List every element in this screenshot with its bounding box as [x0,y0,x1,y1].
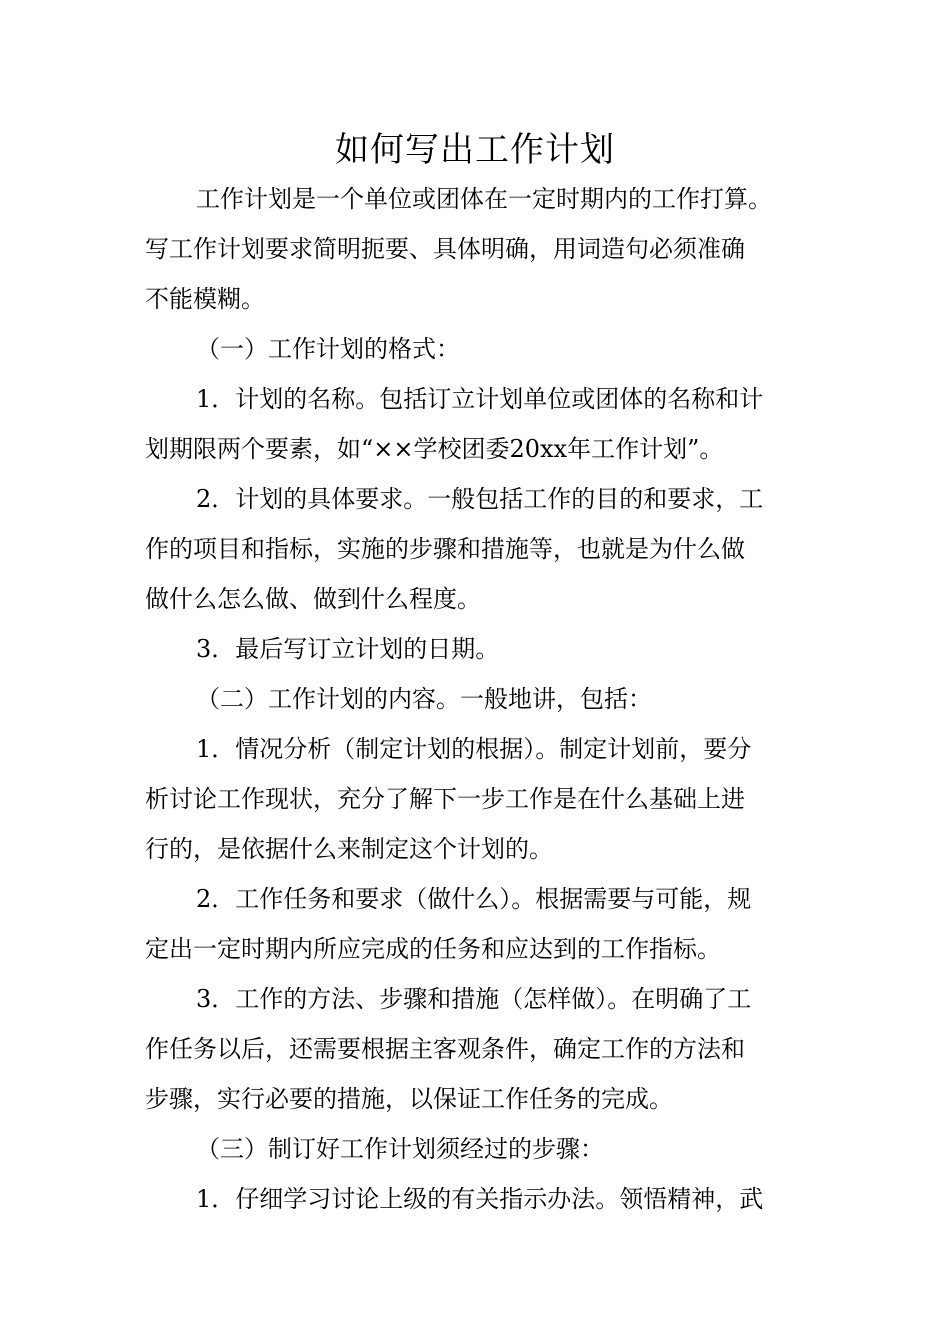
text-line: 行的，是依据什么来制定这个计划的。 [145,835,553,863]
text-line: 2．计划的具体要求。一般包括工作的目的和要求，工 [196,485,764,513]
text-line: 做什么怎么做、做到什么程度。 [145,585,481,613]
text-line: 作任务以后，还需要根据主客观条件，确定工作的方法和 [145,1035,745,1063]
text-line: 工作计划是一个单位或团体在一定时期内的工作打算。 [196,185,772,213]
text-line: 3．最后写订立计划的日期。 [196,635,500,663]
text-line: 2．工作任务和要求（做什么）。根据需要与可能，规 [196,885,752,913]
text-line: 1．仔细学习讨论上级的有关指示办法。领悟精神，武 [196,1185,764,1213]
text-line: 析讨论工作现状，充分了解下一步工作是在什么基础上进 [145,785,745,813]
text-line: 不能模糊。 [145,285,265,313]
text-line: 3．工作的方法、步骤和措施（怎样做）。在明确了工 [196,985,752,1013]
section-heading: （一）工作计划的格式： [196,335,460,363]
section-heading: （二）工作计划的内容。一般地讲，包括： [196,685,652,713]
text-line: 1．计划的名称。包括订立计划单位或团体的名称和计 [196,385,764,413]
text-line: 写工作计划要求简明扼要、具体明确，用词造句必须准确 [145,235,745,263]
text-line: 定出一定时期内所应完成的任务和应达到的工作指标。 [145,935,721,963]
section-heading: （三）制订好工作计划须经过的步骤： [196,1135,604,1163]
text-line: 作的项目和指标，实施的步骤和措施等，也就是为什么做 [145,535,745,563]
text-line: 1．情况分析（制定计划的根据）。制定计划前，要分 [196,735,752,763]
page-title: 如何写出工作计划 [335,130,615,170]
text-line: 划期限两个要素，如“××学校团委20xx年工作计划”。 [145,435,724,463]
text-line: 步骤，实行必要的措施，以保证工作任务的完成。 [145,1085,673,1113]
